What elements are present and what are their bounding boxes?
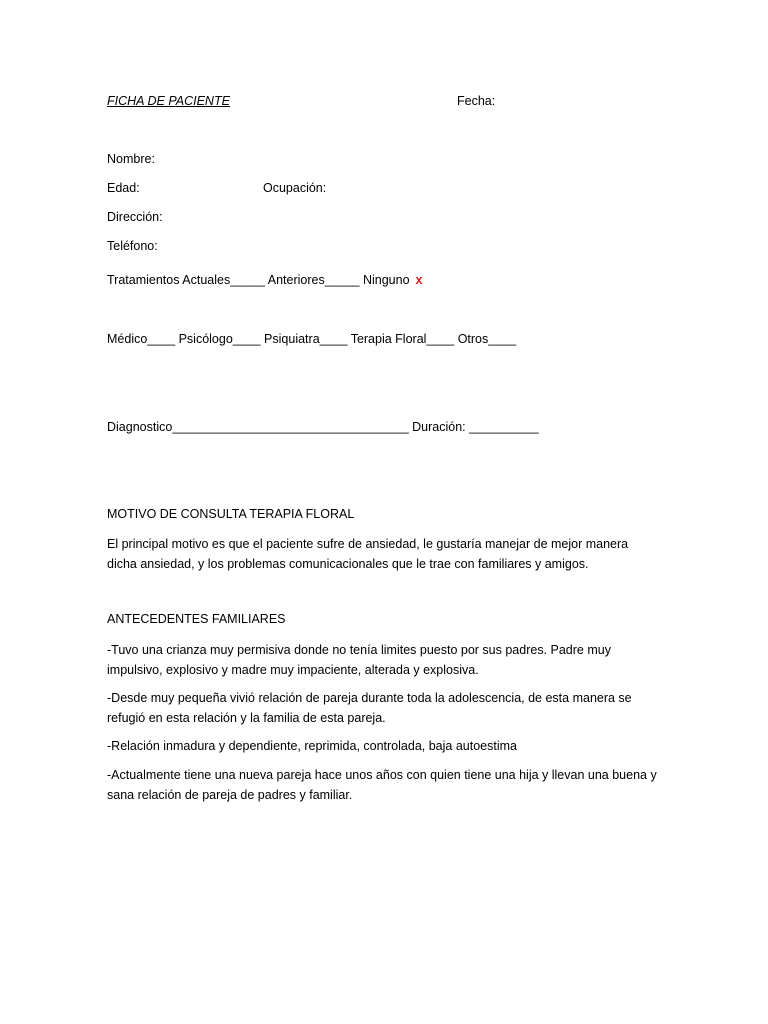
motivo-line: dicha ansiedad, y los problemas comunicacionales que le trae con familiares y amigos. (107, 556, 589, 571)
tratamientos-line (107, 273, 422, 287)
antecedentes-line: -Relación inmadura y dependiente, reprimida, controlada, baja autoestima (107, 739, 517, 753)
tratamientos-text: Tratamientos Actuales_____ Anteriores_____ Ninguno (107, 273, 410, 287)
edad-label: Edad: (107, 181, 140, 195)
direccion-label: Dirección: (107, 210, 163, 224)
profesionales-line: Médico____ Psicólogo____ Psiquiatra____ Terapia Floral____ Otros____ (107, 332, 517, 346)
page-title: FICHA DE PACIENTE (107, 94, 230, 108)
fecha-label: Fecha: (457, 94, 496, 108)
ninguno-check-mark: x (415, 273, 423, 287)
antecedentes-line: -Actualmente tiene una nueva pareja hace unos años con quien tiene una hija y llevan una buena y (107, 768, 657, 782)
ocupacion-label: Ocupación: (263, 181, 327, 195)
nombre-label: Nombre: (107, 152, 155, 166)
motivo-heading: MOTIVO DE CONSULTA TERAPIA FLORAL (107, 507, 355, 521)
motivo-line: El principal motivo es que el paciente sufre de ansiedad, le gustaría manejar de mejor manera (107, 537, 629, 551)
diagnostico-line: Diagnostico__________________________________ Duración: __________ (107, 420, 539, 434)
antecedentes-line: -Tuvo una crianza muy permisiva donde no tenía limites puesto por sus padres. Padre muy (107, 643, 611, 657)
antecedentes-line: -Desde muy pequeña vivió relación de pareja durante toda la adolescencia, de esta manera se (107, 691, 632, 705)
antecedentes-paragraph (107, 766, 660, 805)
antecedentes-heading: ANTECEDENTES FAMILIARES (107, 612, 286, 626)
telefono-label: Teléfono: (107, 239, 158, 253)
antecedentes-paragraph (107, 689, 660, 728)
antecedentes-line: sana relación de pareja de padres y familiar. (107, 787, 353, 802)
motivo-paragraph (107, 535, 660, 574)
antecedentes-paragraph (107, 641, 660, 680)
antecedentes-paragraph (107, 737, 660, 757)
antecedentes-line: impulsivo, explosivo y madre muy impaciente, alterada y explosiva. (107, 662, 479, 677)
antecedentes-line: refugió en esta relación y la familia de esta pareja. (107, 710, 386, 725)
